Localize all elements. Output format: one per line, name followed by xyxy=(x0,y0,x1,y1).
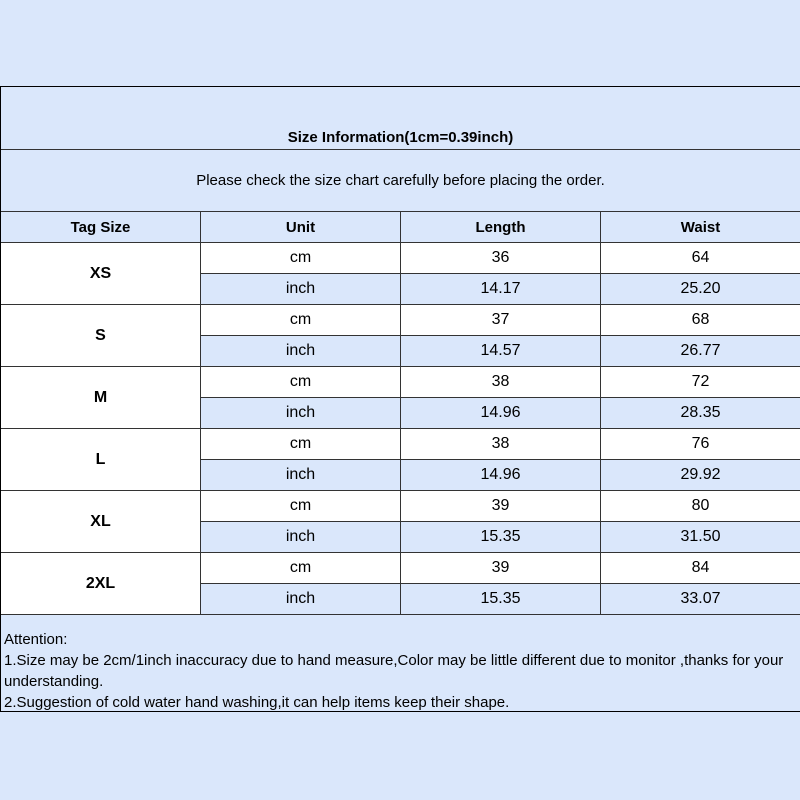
table-row xyxy=(201,398,800,428)
table-row xyxy=(201,367,800,398)
table-row xyxy=(201,274,800,304)
header-unit: Unit xyxy=(201,212,401,242)
size-group-xs xyxy=(1,243,800,305)
length-cell: 14.57 xyxy=(401,336,601,366)
size-tag: S xyxy=(1,305,201,366)
attention-note-1: 1.Size may be 2cm/1inch inaccuracy due to hand measure,Color may be little different due to monitor ,thanks for your understanding. xyxy=(4,652,784,690)
table-row xyxy=(201,553,800,584)
unit-cell: cm xyxy=(201,553,401,583)
table-row xyxy=(201,522,800,552)
size-group-m xyxy=(1,367,800,429)
size-group-s xyxy=(1,305,800,367)
table-row xyxy=(201,305,800,336)
unit-cell: inch xyxy=(201,522,401,552)
waist-cell: 80 xyxy=(691,497,710,514)
waist-cell: 25.20 xyxy=(680,280,721,297)
unit-cell: cm xyxy=(201,367,401,397)
chart-subtitle-text: Please check the size chart carefully before placing the order. xyxy=(196,172,605,189)
size-tag: M xyxy=(1,367,201,428)
size-tag: 2XL xyxy=(1,553,201,614)
attention-note-2: 2.Suggestion of cold water hand washing,it can help items keep their shape. xyxy=(4,694,510,711)
header-length: Length xyxy=(401,212,601,242)
waist-cell: 31.50 xyxy=(680,528,721,545)
unit-cell: cm xyxy=(201,243,401,273)
header-tag-size: Tag Size xyxy=(1,212,201,242)
unit-cell: cm xyxy=(201,491,401,521)
chart-subtitle xyxy=(1,150,800,212)
waist-cell: 76 xyxy=(691,435,710,452)
unit-cell: inch xyxy=(201,274,401,304)
length-cell: 15.35 xyxy=(401,584,601,614)
length-cell: 37 xyxy=(401,305,601,335)
length-cell: 14.17 xyxy=(401,274,601,304)
size-group-2xl xyxy=(1,553,800,615)
waist-cell: 68 xyxy=(691,311,710,328)
length-cell: 15.35 xyxy=(401,522,601,552)
table-row xyxy=(201,460,800,490)
chart-title-text: Size Information(1cm=0.39inch) xyxy=(287,129,514,146)
waist-cell: 84 xyxy=(691,559,710,576)
unit-cell: inch xyxy=(201,584,401,614)
table-row xyxy=(201,584,800,614)
table-row xyxy=(201,491,800,522)
size-tag: XS xyxy=(1,243,201,304)
waist-cell: 33.07 xyxy=(680,590,721,607)
length-cell: 14.96 xyxy=(401,460,601,490)
waist-cell: 28.35 xyxy=(680,404,721,421)
attention-notes xyxy=(1,615,800,713)
size-tag: L xyxy=(1,429,201,490)
size-group-xl xyxy=(1,491,800,553)
chart-title xyxy=(1,87,800,150)
size-group-l xyxy=(1,429,800,491)
attention-heading: Attention: xyxy=(4,631,68,648)
length-cell: 38 xyxy=(401,367,601,397)
size-tag: XL xyxy=(1,491,201,552)
table-row xyxy=(201,429,800,460)
waist-cell: 26.77 xyxy=(680,342,721,359)
table-header xyxy=(1,212,800,243)
table-row xyxy=(201,336,800,366)
length-cell: 38 xyxy=(401,429,601,459)
unit-cell: inch xyxy=(201,336,401,366)
unit-cell: inch xyxy=(201,460,401,490)
unit-cell: cm xyxy=(201,305,401,335)
waist-cell: 72 xyxy=(691,373,710,390)
header-waist: Waist xyxy=(680,218,721,236)
length-cell: 39 xyxy=(401,491,601,521)
unit-cell: inch xyxy=(201,398,401,428)
length-cell: 36 xyxy=(401,243,601,273)
table-row xyxy=(201,243,800,274)
length-cell: 14.96 xyxy=(401,398,601,428)
waist-cell: 29.92 xyxy=(680,466,721,483)
length-cell: 39 xyxy=(401,553,601,583)
size-chart xyxy=(0,86,800,712)
unit-cell: cm xyxy=(201,429,401,459)
waist-cell: 64 xyxy=(691,249,710,266)
